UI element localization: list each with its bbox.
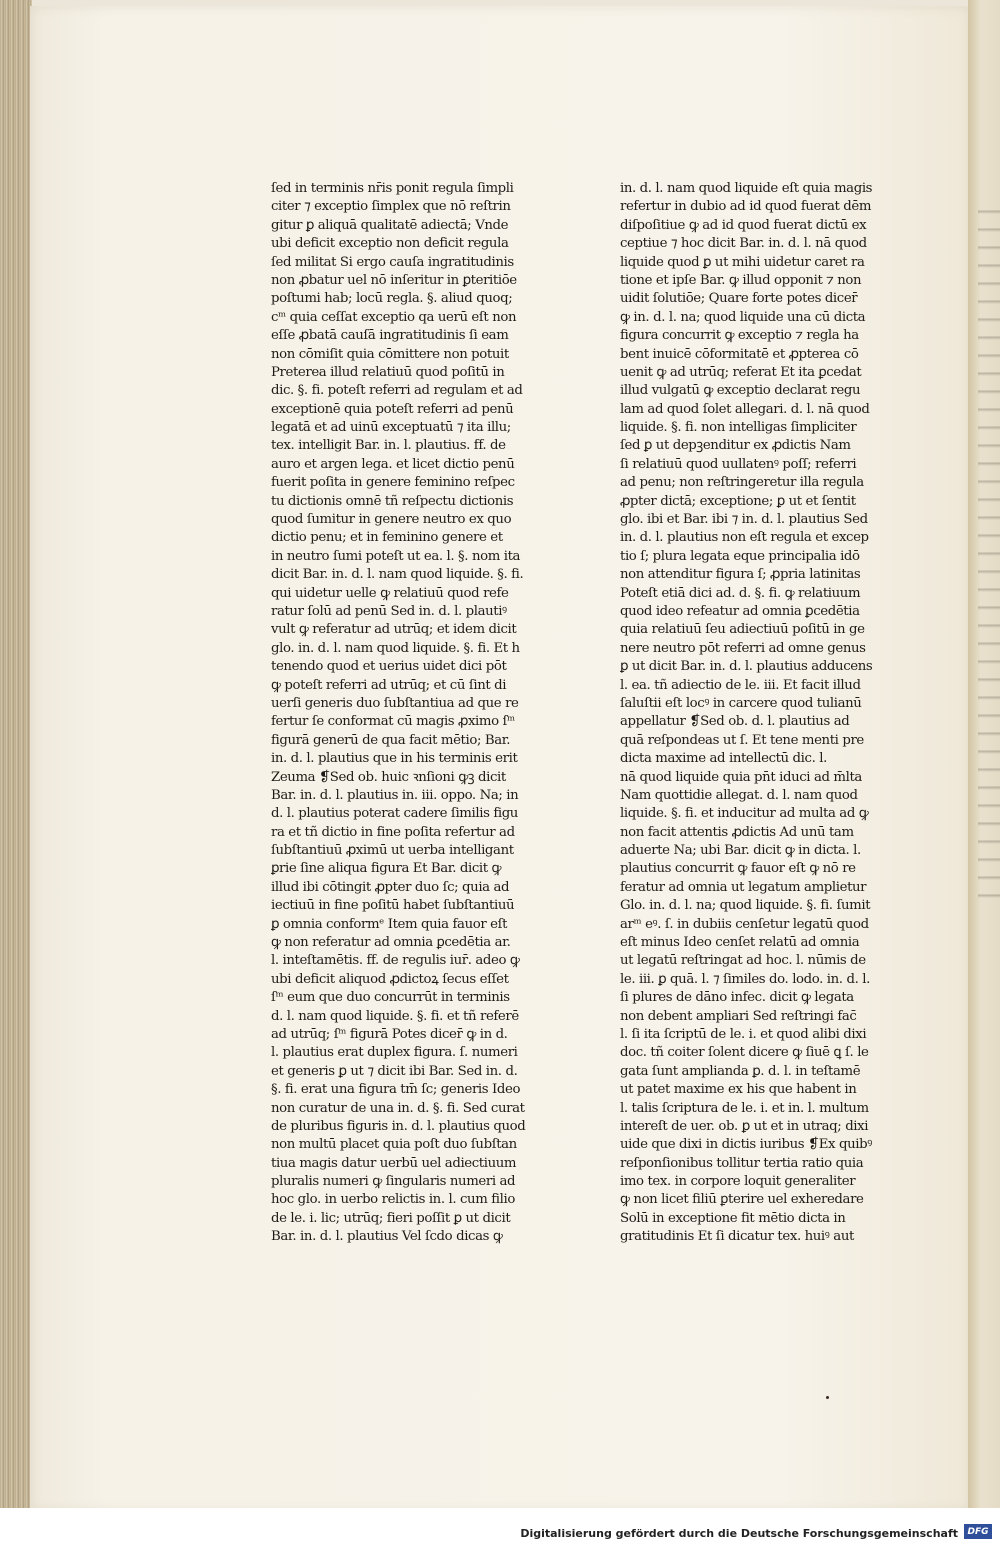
text-line: ut patet maxime ex his que habent̄ in <box>620 1082 857 1098</box>
text-line: non ꝓbatur uel nō inſeritur in ꝑteritiōe <box>271 272 517 288</box>
text-line: non multū placet quia poſt duo ſubſtan <box>271 1137 517 1153</box>
text-line: fertur ſe conformat cū magis ꝓximo ſᵐ <box>271 714 515 730</box>
text-line: reſponſionibus tollitur tertia ratio quia <box>620 1155 864 1171</box>
text-line: ꝑ omnia conformᵉ Item quia fauor eſt <box>271 916 508 932</box>
text-line: hoc glo. in uerbo relictis in. l. cum filio <box>271 1192 515 1208</box>
text-line: auro et argen lega. et licet dictio penū <box>271 456 515 472</box>
text-line: aduerte Na; ubi Bar. dicit ꝙ in dicta. l. <box>620 843 861 859</box>
text-line: figura concurrit ꝙ exceptio ⁊ regla ha <box>620 328 859 344</box>
text-line: poſtumi hab; locū regla. §. aliud quoq; <box>271 291 513 307</box>
text-line: lam ad quod ſolet allegari. d. l. nā quod <box>620 401 870 417</box>
text-line: non debent ampliari Sed reſtringi fac̄ <box>620 1008 857 1024</box>
text-line: l. plautius erat duplex figura. ſ. numeri <box>271 1045 518 1061</box>
text-line: Poteſt etiā dici ad. d. §. fi. ꝙ relatiuum <box>620 585 861 601</box>
text-line: ſᵐ eum que duo concurrūt in terminis <box>271 990 510 1006</box>
text-line: ſi plures de dāno infec. dicit ꝙ legata <box>620 990 854 1006</box>
text-line: imo tex. in corpore loquit̄ generaliter <box>620 1174 856 1190</box>
text-line: ꝙ non licet filiū ꝑterire uel exheredare <box>620 1192 864 1208</box>
text-line: gratitudinis Et ſi dicatur tex. huiꝰ aut <box>620 1229 854 1245</box>
text-line: eſſe ꝓbatā cauſā ingratitudinis ſi eam <box>271 328 509 344</box>
text-line: Solū in exceptione fit mētio dicta in <box>620 1210 846 1226</box>
text-line: non curatur de una in. d. §. fi. Sed curat̄ <box>271 1100 525 1116</box>
text-line: illud ibi cōtingit ꝓpter duo ſc; quia ad <box>271 879 510 895</box>
text-line: ſed in terminis nr̄is ponit̄ regula ſimpli <box>271 181 514 196</box>
text-line: cᵐ quia ceſſat exceptio qa uerū eſt non <box>271 309 517 325</box>
text-line: Zeuma ❡Sed ob. huic ꝛnſioni ꝙꝫ dicit <box>271 769 506 785</box>
text-line: in neutro ſumi poteſt ut ea. l. §. nom ita <box>271 548 521 564</box>
text-line: uidit ſolutiōe; Quare forte potes dicer̄ <box>620 291 858 307</box>
text-line: l. ea. tñ adiectio de le. iii. Et facit illud <box>620 677 861 693</box>
text-line: Preterea illud relatiuū quod poſitū in <box>271 364 505 380</box>
text-line: liquide. §. fi. et inducitur ad multa ad ꝙ <box>620 806 869 822</box>
text-line: Glo. in. d. l. na; quod liquide. §. fi. ſumit <box>620 898 871 914</box>
text-line: Nam quottidie allegat. d. l. nam quod <box>620 787 858 803</box>
text-line: le. iii. ꝑ quā. l. ⁊ ſimiles do. lodo. in. d. l. <box>620 971 870 987</box>
text-line: diſpoſitiue ꝙ ad id quod fuerat dictū ex <box>620 217 867 233</box>
text-line: et generis ꝑ ut ⁊ dicit ibi Bar. Sed in. d. <box>271 1063 518 1079</box>
text-line: ad utrūq; ſᵐ figurā Potes dicer̄ ꝙ in d. <box>271 1026 508 1042</box>
text-line: gitur ꝑ aliquā qualitatē adiectā; Vnde <box>271 217 509 233</box>
text-line: quod ſumitur in genere neutro ex quo <box>271 512 512 528</box>
footer-credit: Digitalisierung gefördert durch die Deutsche Forschungsgemeinschaft <box>520 1527 958 1540</box>
text-line: in. d. l. nam quod liquide eſt quia magis <box>620 181 873 196</box>
text-line: intereſt de uer. ob. ꝑ ut et in utraq; dixi <box>620 1118 869 1134</box>
ink-mark <box>826 1396 829 1399</box>
text-column-right <box>620 180 890 1247</box>
text-line: l. ſi ita ſcriptū de le. i. et quod alibi dixi <box>620 1026 867 1042</box>
text-line: ubi deficit aliquod ꝓdictoꝝ ſecus eſſet <box>271 971 509 987</box>
text-line: tione et ipſe Bar. ꝙ illud opponit ⁊ non <box>620 272 862 288</box>
text-line: tenendo quod et uerius uidet̄ dici pōt <box>271 659 507 675</box>
text-line: eſt minus Ideo cenſet̄ relatū ad omnia <box>620 935 860 951</box>
text-line: plautius concurrit ꝙ fauor eſt ꝙ nō re <box>620 861 856 877</box>
text-line: de pluribus figuris in. d. l. plautius quod <box>271 1118 526 1134</box>
text-line: liquide quod ꝑ ut mihi uidetur caret ra <box>620 254 865 270</box>
text-line: tio ſ; plura legata eque principalia idō <box>620 548 860 564</box>
text-line: vult ꝙ referatur ad utrūq; et idem dicit <box>271 622 517 638</box>
text-line: uide que dixi in dictis iuribus ❡Ex quibꝰ <box>620 1137 872 1153</box>
text-line: ceptiue ⁊ hoc dicit Bar. in. d. l. nā quod <box>620 236 867 252</box>
text-line: ꝙ in. d. l. na; quod liquide una cū dicta <box>620 309 866 325</box>
text-line: ſi relatiuū quod uullatenꝰ poſſ; referri <box>620 456 857 472</box>
text-line: ſed ꝑ ut depꝫenditur ex ꝓdictis Nam <box>620 438 851 454</box>
text-line: l. talis ſcriptura de le. i. et in. l. multum <box>620 1100 869 1116</box>
text-line: illud vulgatū ꝙ exceptio declarat regu <box>620 383 861 399</box>
text-line: ubi deficit exceptio non deficit regula <box>271 236 509 252</box>
text-line: gata ſunt amplianda ꝑ. d. l. in teſtamē <box>620 1063 861 1079</box>
text-line: de le. i. lic; utrūq; fieri poſſit ꝑ ut dicit <box>271 1210 511 1226</box>
text-line: non facit attentis ꝓdictis Ad unū tam <box>620 824 854 840</box>
text-line: nā quod liquide quia pn̄t iduci ad m̄lta <box>620 769 862 785</box>
text-line: ꝙ non referatur ad omnia ꝑcedētia ar. <box>271 935 511 951</box>
text-line: pluralis numeri ꝙ ſingularis numeri ad <box>271 1174 516 1190</box>
text-line: dic. §. fi. poteſt referri ad regulam et ad <box>271 383 523 399</box>
text-line: ſubſtantiuū ꝓximū ut uerba intelligant̄ <box>271 843 514 859</box>
text-line: exceptionē quia poteſt referri ad penū <box>271 401 514 417</box>
text-line: liquide. §. fi. non intelligas ſimpliciter <box>620 420 857 436</box>
next-page-bleed-text <box>978 200 1000 900</box>
text-line: iectiuū in fine poſitū habet ſubſtantiuū <box>271 898 515 914</box>
text-line: ut legatū reſtringat̄ ad hoc. l. nūmis de <box>620 953 866 969</box>
text-line: ꝑ ut dicit Bar. in. d. l. plautius adducens <box>620 659 873 675</box>
text-line: fuerit poſita in genere feminino reſpec <box>271 475 515 491</box>
text-line: citer ⁊ exceptio ſimplex que nō reſtrin <box>271 199 511 215</box>
text-line: glo. ibi et Bar. ibi ⁊ in. d. l. plautius Sed <box>620 512 868 528</box>
text-line: figurā generū de qua facit mētio; Bar. <box>271 732 511 748</box>
text-line: l. inteſtamētis. ff. de regulis iur̄. adeo ꝙ <box>271 953 520 969</box>
text-line: ſed militat Si ergo cauſa ingratitudinis <box>271 254 514 270</box>
text-line: in. d. l. plautius non eſt regula et excep <box>620 530 869 546</box>
text-line: qui uidetur uelle ꝙ relatiuū quod refe <box>271 585 509 601</box>
text-line: quā reſpondeas ut ſ. Et tene menti pre <box>620 732 864 748</box>
text-line: arᵐ eꝰ. ſ. in dubiis cenſetur legatū quod <box>620 916 869 932</box>
text-column-left <box>271 180 551 1247</box>
text-line: uerſi generis duo ſubſtantiua ad que re <box>271 695 519 711</box>
text-line: tu dictionis omnē tñ reſpectu dictionis <box>271 493 514 509</box>
text-line: appellatur ❡Sed ob. d. l. plautius ad <box>620 714 850 730</box>
text-line: nere neutro pōt referri ad omne genus <box>620 640 866 656</box>
text-line: in. d. l. plautius que in his terminis erit <box>271 751 518 767</box>
text-line: glo. in. d. l. nam quod liquide. §. fi. Et h̄ <box>271 640 520 656</box>
text-line: d. l. nam quod liquide. §. fi. et tñ referē <box>271 1008 519 1024</box>
text-line: ꝙ poteſt referri ad utrūq; et cū ſint di <box>271 677 507 693</box>
text-line: feratur ad omnia ut legatum amplietur <box>620 879 867 895</box>
text-line: Bar. in. d. l. plautius in. iii. oppo. Na; in <box>271 787 519 803</box>
text-line: legatā et ad uinū exceptuatū ⁊ ita illu; <box>271 420 511 436</box>
text-line: refertur in dubio ad id quod fuerat dēm <box>620 199 872 215</box>
text-line: dicit Bar. in. d. l. nam quod liquide. §. fi. <box>271 567 524 583</box>
text-line: ꝓpter dictā; exceptione; ꝑ ut et ſentit <box>620 493 856 509</box>
text-line: doc. tñ coiter ſolent dicere ꝙ ſiuē ꝗ ſ. le <box>620 1045 869 1061</box>
text-line: Bar. in. d. l. plautius Vel ſcd̄o dicas ꝙ <box>271 1229 503 1245</box>
text-line: §. fi. erat una figura tm̄ ſc; generis Ideo <box>271 1082 521 1098</box>
text-line: ra et tñ dictio in fine poſita refertur ad <box>271 824 515 840</box>
text-line: ſaluſtii eſt locꝰ in carcere quod tulianū <box>620 695 862 711</box>
text-line: ad penu; non reſtringeretur illa regula <box>620 475 864 491</box>
text-line: uenit ꝙ ad utrūq; referat̄ Et ita ꝑcedat <box>620 364 862 380</box>
text-line: quod ideo refeatur ad omnia ꝑcedētia <box>620 603 860 619</box>
text-line: ratur ſolū ad penū Sed in. d. l. plautiꝰ <box>271 603 507 619</box>
text-line: bent inuicē cōformitatē et ꝓpterea cō <box>620 346 859 362</box>
text-line: tiua magis datur uerbū uel adiectiuum <box>271 1155 517 1171</box>
text-line: non cōmiſit quia cōmittere non potuit <box>271 346 509 362</box>
text-line: tex. intelligit Bar. in. l. plautius. ff. de <box>271 438 506 454</box>
text-line: dictio penu; et in feminino genere et <box>271 530 503 546</box>
text-line: ꝑrie ſine aliqua figura Et Bar. dicit ꝙ <box>271 861 502 877</box>
text-line: non attenditur figura ſ; ꝓpria latinitas <box>620 567 861 583</box>
text-line: d. l. plautius poterat cadere ſimilis figu <box>271 806 518 822</box>
book-page-edges <box>0 0 32 1543</box>
text-line: quia relatiuū ſeu adiectiuū poſitū in ge <box>620 622 865 638</box>
text-line: dicta maxime ad intellectū dic. l. <box>620 751 827 767</box>
dfg-logo: DFG <box>964 1524 992 1539</box>
